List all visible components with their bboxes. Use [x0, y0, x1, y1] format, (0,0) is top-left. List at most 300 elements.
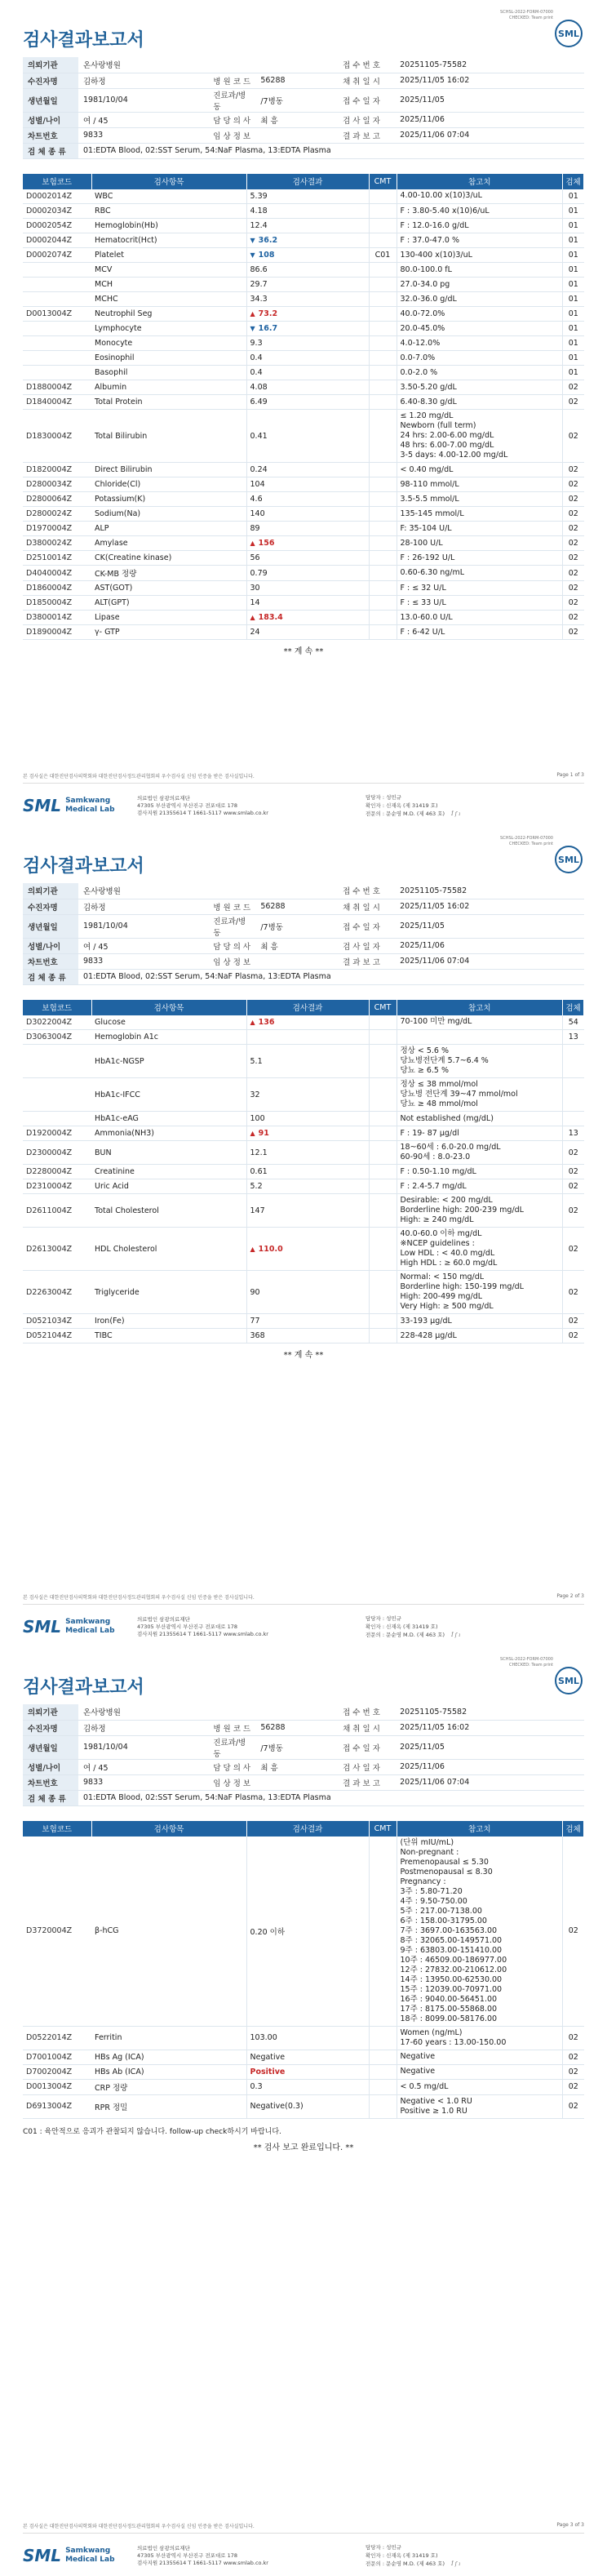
- comment-code: [369, 1165, 397, 1179]
- lab-address: 의료법인 삼광의료재단 47305 부산광역시 부산진구 전포대로 178 검사지원 21355614 T 1661-5117 www.smlab.co.kr: [137, 794, 268, 816]
- test-name: HbA1c-eAG: [91, 1112, 246, 1126]
- specimen-code: 02: [563, 1179, 584, 1194]
- test-result: 14: [246, 596, 369, 611]
- sex-age: 여 / 45: [78, 112, 208, 127]
- high-flag-icon: ▲: [250, 1245, 255, 1253]
- insurance-code: D0002054Z: [23, 219, 91, 233]
- comment-code: [369, 2079, 397, 2094]
- test-name: Triglyceride: [91, 1271, 246, 1314]
- specimen-code: 02: [563, 1314, 584, 1329]
- specimen-code: 13: [563, 1030, 584, 1045]
- reference-range: < 0.40 mg/dL: [397, 463, 563, 477]
- hospital-name: 온사랑병원: [78, 883, 208, 899]
- insurance-code: D3800024Z: [23, 536, 91, 551]
- insurance-code: D2800024Z: [23, 507, 91, 522]
- specimen-code: 02: [563, 1194, 584, 1228]
- result-row: [23, 380, 584, 395]
- test-name: ALT(GPT): [91, 596, 246, 611]
- insurance-code: D2800034Z: [23, 477, 91, 492]
- test-result: 0.20 이하: [246, 1837, 369, 2027]
- insurance-code: D2510014Z: [23, 551, 91, 566]
- specimen-code: 02: [563, 395, 584, 410]
- specimen-types: 01:EDTA Blood, 02:SST Serum, 54:NaF Plasma, 13:EDTA Plasma: [78, 143, 584, 158]
- specimen-code: 01: [563, 366, 584, 380]
- sex-age: 여 / 45: [78, 1759, 208, 1774]
- reference-range: 6.40-8.30 g/dL: [397, 395, 563, 410]
- comment-code: [369, 2094, 397, 2118]
- specimen-code: [563, 1112, 584, 1126]
- test-result: 32: [246, 1078, 369, 1112]
- reference-range: F : 12.0-16.0 g/dL: [397, 219, 563, 233]
- test-name: Total Bilirubin: [91, 410, 246, 463]
- result-row: [23, 1030, 584, 1045]
- sml-logo: SML: [555, 20, 583, 47]
- specimen-code: 02: [563, 1271, 584, 1314]
- test-result: 0.24: [246, 463, 369, 477]
- specimen-code: 02: [563, 551, 584, 566]
- page-title: 검사결과보고서: [23, 856, 144, 877]
- specimen-code: 01: [563, 248, 584, 263]
- reference-range: 0.0-2.0 %: [397, 366, 563, 380]
- test-result: 90: [246, 1271, 369, 1314]
- reference-range: 0.60-6.30 ng/mL: [397, 566, 563, 581]
- result-row: [23, 492, 584, 507]
- test-date: 2025/11/06: [395, 1759, 584, 1774]
- result-row: [23, 322, 584, 336]
- insurance-code: D1920004Z: [23, 1126, 91, 1141]
- result-row: [23, 1141, 584, 1165]
- doctor: 최 흥: [255, 1759, 338, 1774]
- insurance-code: D2300004Z: [23, 1141, 91, 1165]
- high-flag-icon: ▲: [250, 310, 255, 318]
- test-name: Potassium(K): [91, 492, 246, 507]
- result-row: [23, 581, 584, 596]
- result-row: [23, 1837, 584, 2027]
- reference-range: 228-428 μg/dL: [397, 1329, 563, 1344]
- test-name: CK(Creatine kinase): [91, 551, 246, 566]
- result-row: [23, 1271, 584, 1314]
- result-row: [23, 278, 584, 292]
- insurance-code: [23, 336, 91, 351]
- reference-range: Negative: [397, 2050, 563, 2064]
- reference-range: 3.5-5.5 mmol/L: [397, 492, 563, 507]
- accreditation-text: 본 검사실은 대한진단검사의학회와 대한진단검사정도관리협회의 우수검사실 신임 인증을 받은 검사실입니다.: [23, 1595, 255, 1601]
- report-datetime: 2025/11/06 07:04: [395, 953, 584, 969]
- test-date: 2025/11/06: [395, 112, 584, 127]
- test-result: 0.79: [246, 566, 369, 581]
- insurance-code: [23, 263, 91, 278]
- comment-code: [369, 263, 397, 278]
- reference-range: 0.0-7.0%: [397, 351, 563, 366]
- specimen-code: [563, 1078, 584, 1112]
- accreditation-text: 본 검사실은 대한진단검사의학회와 대한진단검사정도관리협회의 우수검사실 신임 인증을 받은 검사실입니다.: [23, 774, 255, 779]
- insurance-code: D2800064Z: [23, 492, 91, 507]
- specimen-code: 02: [563, 380, 584, 395]
- test-name: Eosinophil: [91, 351, 246, 366]
- hospital-name: 온사랑병원: [78, 57, 208, 73]
- birth-date: 1981/10/04: [78, 88, 208, 112]
- test-result: 0.4: [246, 366, 369, 380]
- reference-range: 40.0-72.0%: [397, 307, 563, 322]
- birth-date: 1981/10/04: [78, 1735, 208, 1759]
- result-row: [23, 522, 584, 536]
- test-name: Neutrophil Seg: [91, 307, 246, 322]
- comment-code: [369, 1045, 397, 1078]
- test-result: ▼ 108: [246, 248, 369, 263]
- reference-range: Not established (mg/dL): [397, 1112, 563, 1126]
- comment-code: [369, 1078, 397, 1112]
- result-row: [23, 395, 584, 410]
- reference-range: F : 37.0-47.0 %: [397, 233, 563, 248]
- comment-code: [369, 625, 397, 640]
- hospital-name: 온사랑병원: [78, 1704, 208, 1720]
- insurance-code: D3720004Z: [23, 1837, 91, 2027]
- reference-range: ≤ 1.20 mg/dL Newborn (full term) 24 hrs: 2.00-6.00 mg/dL 48 hrs: 6.00-7.00 mg/dL 3-5 days: 4.00-12.00 mg/dL: [397, 410, 563, 463]
- comment-code: [369, 551, 397, 566]
- test-name: Amylase: [91, 536, 246, 551]
- specimen-code: 02: [563, 596, 584, 611]
- test-result: Positive: [246, 2064, 369, 2079]
- reference-range: [397, 1030, 563, 1045]
- result-row: [23, 292, 584, 307]
- department: /7병동: [255, 1735, 338, 1759]
- page-title: 검사결과보고서: [23, 30, 144, 51]
- test-result: ▲ 136: [246, 1015, 369, 1030]
- insurance-code: D2280004Z: [23, 1165, 91, 1179]
- results-table: 보험코드 검사항목 검사결과 CMT 참고치 검체 D3720004Z β-hCG 0.20 이하 (단위 mIU/mL) Non-pregnant : Premenopausal ≤ 5.30 Postmenopausal ≤ 8.30 Pregnancy : 3주 : 5.80-71.20 4주 : 9.50-750.00 5주 : 217.00-7138.00 6주 : 158.00-31795.00 7주 : 3697.00-163563.00 8주 : 32065.00-149571.00 9주 : 63803.00-151410.00 10주 : 46509.00-186977.00 12주 : 27832.00-210612.00 14주 : 13950.00-62530.00 15주 : 12039.00-70971.00 16주 : 9040.00-56451.00 17주 : 8175.00-55868.00 18주 : 8099.00-58176.00 02 D0522014Z Ferritin 103.00 Women (ng/mL) 17-60 years : 13.00-150.00 02 D7001004Z HBs Ag (ICA) Negative Negative 02 D7002004Z HBs Ab (ICA) Positive Negative 02 D0013004Z CRP 정량 0.3 < 0.5 mg/dL 02 D6913004Z RPR 정밀 Negative(0.3) Negative < 1.0 RU Positive ≥ 1.0 RU 02: [23, 1821, 584, 2119]
- report-datetime: 2025/11/06 07:04: [395, 1774, 584, 1790]
- comment-code: [369, 596, 397, 611]
- test-result: 140: [246, 507, 369, 522]
- patient-info-table: 의뢰기관 온사랑병원 접 수 번 호 20251105-75582 수진자명 김하정 병 원 코 드 56288 채 취 일 시 2025/11/05 16:02 생년월일 1981/10/04 진료과/병동 /7병동 접 수 일 자 2025/11/05 성별/나이 여 / 45 담 당 의 사 최 흥 검 사 일 자 2025/11/06 차트번호 9833 임 상 정 보 결 과 보 고 2025/11/06 07:04 검 체 종 류 01:EDTA Blood, 02:SST Serum, 54:NaF Plasma, 13:EDTA Plasma: [23, 57, 584, 159]
- test-name: HbA1c-NGSP: [91, 1045, 246, 1078]
- result-row: [23, 2050, 584, 2064]
- test-result: 0.61: [246, 1165, 369, 1179]
- department: /7병동: [255, 88, 338, 112]
- insurance-code: [23, 322, 91, 336]
- result-row: [23, 1179, 584, 1194]
- test-name: Ferritin: [91, 2026, 246, 2050]
- reference-range: Women (ng/mL) 17-60 years : 13.00-150.00: [397, 2026, 563, 2050]
- comment-code: [369, 1194, 397, 1228]
- insurance-code: D7001004Z: [23, 2050, 91, 2064]
- result-row: [23, 536, 584, 551]
- high-flag-icon: ▲: [250, 614, 255, 621]
- low-flag-icon: ▼: [250, 237, 255, 244]
- test-name: Hemoglobin A1c: [91, 1030, 246, 1045]
- test-name: Sodium(Na): [91, 507, 246, 522]
- test-result: ▼ 16.7: [246, 322, 369, 336]
- insurance-code: D0521044Z: [23, 1329, 91, 1344]
- specimen-code: 02: [563, 463, 584, 477]
- insurance-code: D1860004Z: [23, 581, 91, 596]
- result-row: [23, 2026, 584, 2050]
- doctor: 최 흥: [255, 938, 338, 953]
- result-row: [23, 507, 584, 522]
- test-result: 24: [246, 625, 369, 640]
- test-result: ▲ 156: [246, 536, 369, 551]
- results-table: 보험코드 검사항목 검사결과 CMT 참고치 검체 D3022004Z Glucose ▲ 136 70-100 미만 mg/dL 54 D3063004Z Hemoglobin A1c 13 HbA1c-NGSP 5.1 정상 < 5.6 % 당뇨병전단계 5.7~6.4 % 당뇨 ≥ 6.5 % HbA1c-IFCC 32 정상 ≤ 38 mmol/mol 당뇨병 전단계 39~47 mmol/mol 당뇨 ≥ 48 mmol/mol HbA1c-eAG 100 Not established (mg/dL) D1920004Z Ammonia(NH3) ▲ 91 F : 19- 87 μg/dl 13 D2300004Z BUN 12.1 18~60세 : 6.0-20.0 mg/dL 60-90세 : 8.0-23.0 02 D2280004Z Creatinine 0.61 F : 0.50-1.10 mg/dL 02 D2310004Z Uric Acid 5.2 F : 2.4-5.7 mg/dL 02 D2611004Z Total Cholesterol 147 Desirable: < 200 mg/dL Borderline high: 200-239 mg/dL High: ≥ 240 mg/dL 02 D2613004Z HDL Cholesterol ▲ 110.0 40.0-60.0 이하 mg/dL ※NCEP guidelines : Low HDL : < 40.0 mg/dL High HDL : ≥ 60.0 mg/dL 02 D2263004Z Triglyceride 90 Normal: < 150 mg/dL Borderline high: 150-199 mg/dL High: 200-499 mg/dL Very High: ≥ 500 mg/dL 02 D0521034Z Iron(Fe) 77 33-193 μg/dL 02 D0521044Z TIBC 368 228-428 μg/dL 02: [23, 1000, 584, 1344]
- comment-code: [369, 395, 397, 410]
- insurance-code: [23, 351, 91, 366]
- low-flag-icon: ▼: [250, 251, 255, 259]
- specimen-code: 02: [563, 2094, 584, 2118]
- test-name: TIBC: [91, 1329, 246, 1344]
- result-row: [23, 596, 584, 611]
- specimen-code: 02: [563, 566, 584, 581]
- comment-code: [369, 1126, 397, 1141]
- reference-range: F : ≤ 33 U/L: [397, 596, 563, 611]
- test-name: Creatinine: [91, 1165, 246, 1179]
- report-page-2: [0, 826, 607, 1647]
- test-result: 103.00: [246, 2026, 369, 2050]
- specimen-code: 02: [563, 536, 584, 551]
- result-row: [23, 1165, 584, 1179]
- result-row: [23, 551, 584, 566]
- result-row: [23, 1194, 584, 1228]
- insurance-code: D4040004Z: [23, 566, 91, 581]
- test-result: 104: [246, 477, 369, 492]
- reference-range: 13.0-60.0 U/L: [397, 611, 563, 625]
- result-row: [23, 351, 584, 366]
- insurance-code: D1850004Z: [23, 596, 91, 611]
- insurance-code: D0522014Z: [23, 2026, 91, 2050]
- result-row: [23, 1015, 584, 1030]
- specimen-code: 02: [563, 507, 584, 522]
- form-code: SCHSL-2022-FORM-07000 CHECKED: Team print: [500, 10, 553, 20]
- test-name: Total Cholesterol: [91, 1194, 246, 1228]
- result-row: [23, 1228, 584, 1271]
- test-name: Hematocrit(Hct): [91, 233, 246, 248]
- reference-range: F : 2.4-5.7 mg/dL: [397, 1179, 563, 1194]
- result-row: [23, 410, 584, 463]
- sml-logo: SML: [555, 846, 583, 873]
- specimen-code: 01: [563, 322, 584, 336]
- page-number: Page 1 of 3: [556, 772, 584, 778]
- comment-code: [369, 2064, 397, 2079]
- comment-code: [369, 477, 397, 492]
- comment-code: [369, 336, 397, 351]
- comment-code: [369, 1837, 397, 2027]
- reference-range: 20.0-45.0%: [397, 322, 563, 336]
- insurance-code: D0521034Z: [23, 1314, 91, 1329]
- comment-code: [369, 611, 397, 625]
- lab-address: 의료법인 삼광의료재단 47305 부산광역시 부산진구 전포대로 178 검사지원 21355614 T 1661-5117 www.smlab.co.kr: [137, 1615, 268, 1637]
- comment-code: [369, 278, 397, 292]
- collect-datetime: 2025/11/05 16:02: [395, 73, 584, 88]
- insurance-code: D3022004Z: [23, 1015, 91, 1030]
- specimen-code: 02: [563, 522, 584, 536]
- specimen-code: 01: [563, 278, 584, 292]
- reference-range: F : 0.50-1.10 mg/dL: [397, 1165, 563, 1179]
- result-row: [23, 2064, 584, 2079]
- signature: Ĭ ſ ı: [451, 1632, 461, 1638]
- signatures: 담당자 : 성민규 확인자 : 신재옥 (제 31419 호) 전문의 : 문순영 M.D. (제 463 호) Ĭ ſ ı: [366, 2544, 461, 2567]
- comment-code: [369, 1271, 397, 1314]
- test-result: 77: [246, 1314, 369, 1329]
- result-row: [23, 248, 584, 263]
- signature: Ĭ ſ ı: [451, 2560, 461, 2567]
- insurance-code: D0002074Z: [23, 248, 91, 263]
- samkwang-logo: SML Samkwang Medical Lab: [23, 796, 115, 815]
- insurance-code: D0013004Z: [23, 307, 91, 322]
- comment-code: [369, 536, 397, 551]
- result-row: [23, 1314, 584, 1329]
- specimen-code: 02: [563, 1329, 584, 1344]
- result-row: [23, 336, 584, 351]
- chart-number: 9833: [78, 953, 208, 969]
- comment-code: [369, 507, 397, 522]
- receipt-date: 2025/11/05: [395, 88, 584, 112]
- chart-number: 9833: [78, 1774, 208, 1790]
- test-date: 2025/11/06: [395, 938, 584, 953]
- reference-range: < 0.5 mg/dL: [397, 2079, 563, 2094]
- test-name: RBC: [91, 204, 246, 219]
- reference-range: F: 35-104 U/L: [397, 522, 563, 536]
- test-result: 0.4: [246, 351, 369, 366]
- specimen-code: 01: [563, 292, 584, 307]
- test-name: HDL Cholesterol: [91, 1228, 246, 1271]
- insurance-code: D6913004Z: [23, 2094, 91, 2118]
- reference-range: Desirable: < 200 mg/dL Borderline high: 200-239 mg/dL High: ≥ 240 mg/dL: [397, 1194, 563, 1228]
- receipt-number: 20251105-75582: [395, 1704, 584, 1720]
- comment-code: [369, 1141, 397, 1165]
- clinical-info: [255, 953, 338, 969]
- sml-logo: SML: [555, 1667, 583, 1694]
- report-complete-marker: ** 검사 보고 완료입니다. **: [253, 2143, 354, 2152]
- specimen-code: 02: [563, 410, 584, 463]
- insurance-code: D0002034Z: [23, 204, 91, 219]
- test-name: MCHC: [91, 292, 246, 307]
- test-result: 86.6: [246, 263, 369, 278]
- high-flag-icon: ▲: [250, 1018, 255, 1026]
- reference-range: 70-100 미만 mg/dL: [397, 1015, 563, 1030]
- collect-datetime: 2025/11/05 16:02: [395, 899, 584, 914]
- comment-code: [369, 463, 397, 477]
- test-name: Ammonia(NH3): [91, 1126, 246, 1141]
- specimen-code: 02: [563, 2026, 584, 2050]
- comment-code: [369, 351, 397, 366]
- test-name: Uric Acid: [91, 1179, 246, 1194]
- insurance-code: [23, 366, 91, 380]
- comment-code: [369, 189, 397, 204]
- result-row: [23, 233, 584, 248]
- report-page-1: [0, 0, 607, 826]
- reference-range: Negative: [397, 2064, 563, 2079]
- test-result: 5.1: [246, 1045, 369, 1078]
- test-result: ▼ 36.2: [246, 233, 369, 248]
- reference-range: 32.0-36.0 g/dL: [397, 292, 563, 307]
- specimen-code: 02: [563, 477, 584, 492]
- comment-code: [369, 1179, 397, 1194]
- test-name: Direct Bilirubin: [91, 463, 246, 477]
- test-result: ▲ 183.4: [246, 611, 369, 625]
- continued-marker: ** 계 속 **: [283, 647, 324, 656]
- comment-code: [369, 1228, 397, 1271]
- test-result: 56: [246, 551, 369, 566]
- patient-info-table: 의뢰기관 온사랑병원 접 수 번 호 20251105-75582 수진자명 김하정 병 원 코 드 56288 채 취 일 시 2025/11/05 16:02 생년월일 1981/10/04 진료과/병동 /7병동 접 수 일 자 2025/11/05 성별/나이 여 / 45 담 당 의 사 최 흥 검 사 일 자 2025/11/06 차트번호 9833 임 상 정 보 결 과 보 고 2025/11/06 07:04 검 체 종 류 01:EDTA Blood, 02:SST Serum, 54:NaF Plasma, 13:EDTA Plasma: [23, 1704, 584, 1806]
- specimen-code: 01: [563, 233, 584, 248]
- comment-code: [369, 2050, 397, 2064]
- reference-range: 27.0-34.0 pg: [397, 278, 563, 292]
- test-result: 29.7: [246, 278, 369, 292]
- comment-code: [369, 219, 397, 233]
- test-name: γ- GTP: [91, 625, 246, 640]
- test-name: Monocyte: [91, 336, 246, 351]
- test-result: 100: [246, 1112, 369, 1126]
- result-row: [23, 1329, 584, 1344]
- insurance-code: [23, 1112, 91, 1126]
- reference-range: 98-110 mmol/L: [397, 477, 563, 492]
- comment-code: [369, 292, 397, 307]
- specimen-code: 02: [563, 1228, 584, 1271]
- receipt-date: 2025/11/05: [395, 1735, 584, 1759]
- result-row: [23, 611, 584, 625]
- high-flag-icon: ▲: [250, 540, 255, 547]
- comment-code: [369, 1030, 397, 1045]
- reference-range: F : 3.80-5.40 x(10)6/uL: [397, 204, 563, 219]
- test-name: HBs Ag (ICA): [91, 2050, 246, 2064]
- reference-range: 3.50-5.20 g/dL: [397, 380, 563, 395]
- hospital-code: 56288: [255, 1720, 338, 1735]
- continued-marker: ** 계 속 **: [283, 1351, 324, 1360]
- specimen-code: 02: [563, 492, 584, 507]
- reference-range: 130-400 x(10)3/uL: [397, 248, 563, 263]
- test-name: HbA1c-IFCC: [91, 1078, 246, 1112]
- test-result: 6.49: [246, 395, 369, 410]
- insurance-code: D0002014Z: [23, 189, 91, 204]
- reference-range: 135-145 mmol/L: [397, 507, 563, 522]
- specimen-types: 01:EDTA Blood, 02:SST Serum, 54:NaF Plasma, 13:EDTA Plasma: [78, 969, 584, 984]
- result-row: [23, 219, 584, 233]
- comment-code: [369, 322, 397, 336]
- test-name: MCH: [91, 278, 246, 292]
- insurance-code: D0013004Z: [23, 2079, 91, 2094]
- reference-range: 18~60세 : 6.0-20.0 mg/dL 60-90세 : 8.0-23.0: [397, 1141, 563, 1165]
- insurance-code: D0002044Z: [23, 233, 91, 248]
- test-name: Albumin: [91, 380, 246, 395]
- samkwang-logo: SML Samkwang Medical Lab: [23, 2546, 115, 2565]
- report-datetime: 2025/11/06 07:04: [395, 127, 584, 143]
- page-footer: [23, 2522, 584, 2568]
- accreditation-text: 본 검사실은 대한진단검사의학회와 대한진단검사정도관리협회의 우수검사실 신임 인증을 받은 검사실입니다.: [23, 2524, 255, 2529]
- insurance-code: D7002004Z: [23, 2064, 91, 2079]
- patient-name: 김하정: [78, 1720, 208, 1735]
- test-name: HBs Ab (ICA): [91, 2064, 246, 2079]
- result-row: [23, 477, 584, 492]
- insurance-code: D2611004Z: [23, 1194, 91, 1228]
- lab-address: 의료법인 삼광의료재단 47305 부산광역시 부산진구 전포대로 178 검사지원 21355614 T 1661-5117 www.smlab.co.kr: [137, 2544, 268, 2566]
- result-row: [23, 189, 584, 204]
- doctor: 최 흥: [255, 112, 338, 127]
- page-title: 검사결과보고서: [23, 1677, 144, 1698]
- reference-range: 40.0-60.0 이하 mg/dL ※NCEP guidelines : Low HDL : < 40.0 mg/dL High HDL : ≥ 60.0 mg/dL: [397, 1228, 563, 1271]
- reference-range: Negative < 1.0 RU Positive ≥ 1.0 RU: [397, 2094, 563, 2118]
- result-row: [23, 2079, 584, 2094]
- test-name: Iron(Fe): [91, 1314, 246, 1329]
- test-result: Negative: [246, 2050, 369, 2064]
- comment-code: [369, 1314, 397, 1329]
- comment-code: [369, 2026, 397, 2050]
- reference-range: 정상 ≤ 38 mmol/mol 당뇨병 전단계 39~47 mmol/mol 당뇨 ≥ 48 mmol/mol: [397, 1078, 563, 1112]
- test-result: 89: [246, 522, 369, 536]
- specimen-code: 02: [563, 1165, 584, 1179]
- test-name: CK-MB 정량: [91, 566, 246, 581]
- low-flag-icon: ▼: [250, 325, 255, 332]
- insurance-code: [23, 292, 91, 307]
- specimen-code: 01: [563, 351, 584, 366]
- test-result: 5.2: [246, 1179, 369, 1194]
